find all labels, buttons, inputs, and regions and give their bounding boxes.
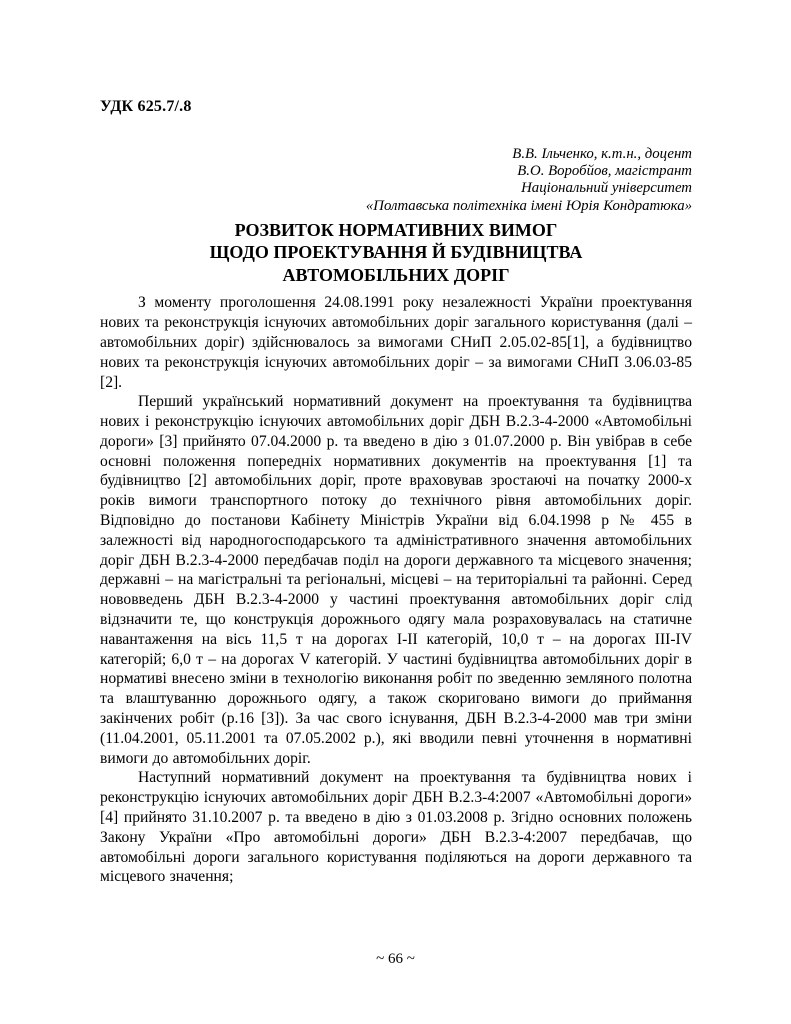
article-title-line-1: РОЗВИТОК НОРМАТИВНИХ ВИМОГ (234, 219, 558, 240)
article-title-line-3: АВТОМОБІЛЬНИХ ДОРІГ (282, 264, 510, 285)
article-title (100, 219, 692, 287)
author-line-1: В.В. Ільченко, к.т.н., доцент (512, 146, 692, 162)
affiliation-line-1: Національний університет (521, 180, 692, 197)
udc-code: УДК 625.7/.8 (100, 98, 192, 115)
page-content (100, 98, 692, 887)
affiliation-line-2: «Полтавська політехніка імені Юрія Кондратюка» (365, 197, 692, 214)
paragraph-2: Перший український нормативний документ на проектування та будівництва нових і реконструкцію існуючих автомобільних доріг ДБН В.2.3-4-2000 «Автомобільні дороги» [3] прийнято 07.04.2000 р. та введено в дію з 01.07.2000 р. Він увібрав в себе основні положення попередніх нормативних документів на проектування [1] та будівництво [2] автомобільних доріг, проте враховував зростаючі на початку 2000-х років вимоги транспортного потоку до технічного рівня автомобільних доріг. Відповідно до постанови Кабінету Міністрів України від 6.04.1998 р № 455 в залежності від народногосподарського та адміністративного значення автомобільних доріг ДБН В.2.3-4-2000 передбачав поділ на дороги державного та місцевого значення; державні – на магістральні та регіональні, місцеві – на територіальні та районні. Серед нововведень ДБН В.2.3-4-2000 у частині проектування автомобільних доріг слід відзначити те, що конструкція дорожнього одягу мала розраховувалась на статичне навантаження на вісь 11,5 т на дорогах І-ІІ категорій, 10,0 т – на дорогах ІІІ-IV категорій; 6,0 т – на дорогах V категорій. У частині будівництва автомобільних доріг в нормативі внесено зміни в технологію виконання робіт по зведенню земляного полотна та влаштуванню дорожнього одягу, а також скориговано вимоги до приймання закінчених робіт (р.16 [3]). За час свого існування, ДБН В.2.3-4-2000 мав три зміни (11.04.2001, 05.11.2001 та 07.05.2002 р.), які вводили певні уточнення в нормативні вимоги до автомобільних доріг. (100, 393, 692, 767)
page-number: ~ 66 ~ (376, 951, 415, 967)
paragraph-1: З моменту проголошення 24.08.1991 року незалежності України проектування нових та реконструкція існуючих автомобільних доріг загального користування (далі – автомобільних доріг) здійснювалось за вимогами СНиП 2.05.02-85[1], а будівництво нових та реконструкція існуючих автомобільних доріг – за вимогами СНиП 3.06.03-85 [2]. (100, 294, 692, 391)
author-block (100, 146, 692, 215)
paragraph-3: Наступний нормативний документ на проектування та будівництва нових і реконструкцію існуючих автомобільних доріг ДБН В.2.3-4:2007 «Автомобільні дороги» [4] прийнято 31.10.2007 р. та введено в дію з 01.03.2008 р. Згідно основних положень Закону України «Про автомобільні дороги» ДБН В.2.3-4:2007 передбачав, що автомобільні дороги загального користування поділяються на дороги державного та місцевого значення; (100, 769, 692, 886)
author-line-2: В.О. Воробйов, магістрант (517, 163, 692, 180)
article-title-line-2: ЩОДО ПРОЕКТУВАННЯ Й БУДІВНИЦТВА (209, 242, 583, 263)
